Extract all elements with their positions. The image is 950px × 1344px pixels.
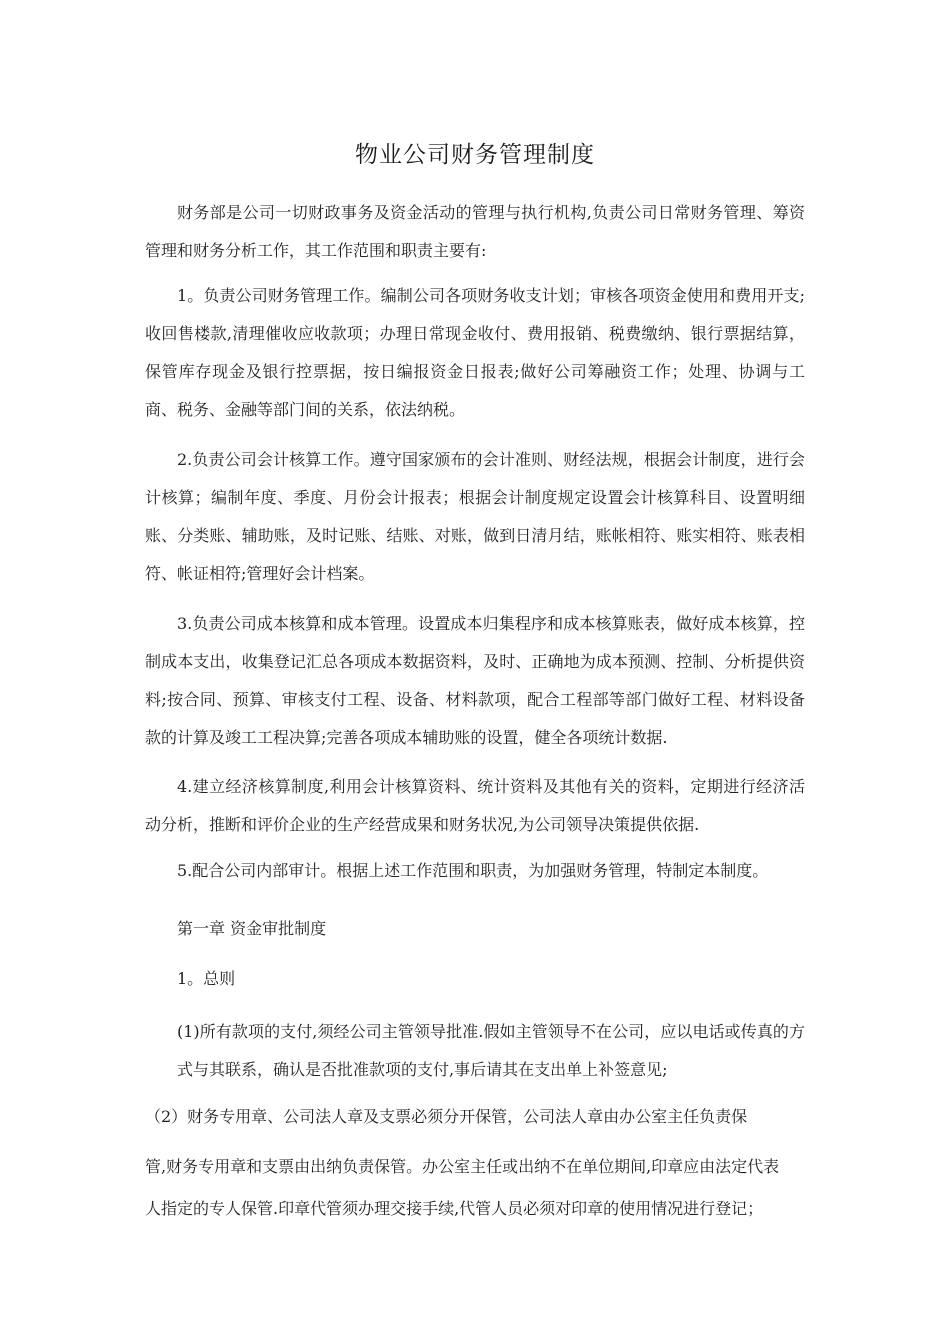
chapter-heading: 第一章 资金审批制度: [177, 919, 327, 938]
clause-2-line-1: （2）财务专用章、公司法人章及支票必须分开保管，公司法人章由办公室主任负责保: [145, 1107, 748, 1126]
clause-2-line-2: 管,财务专用章和支票由出纳负责保管。办公室主任或出纳不在单位期间,印章应由法定代表: [145, 1157, 780, 1176]
section-heading: 1。总则: [177, 969, 236, 988]
intro-paragraph: 财务部是公司一切财政事务及资金活动的管理与执行机构,负责公司日常财务管理、筹资管理和财务分析工作，其工作范围和职责主要有:: [145, 203, 805, 260]
item-5-paragraph: 5.配合公司内部审计。根据上述工作范围和职责，为加强财务管理，特制定本制度。: [177, 861, 769, 880]
item-3-paragraph: 3.负责公司成本核算和成本管理。设置成本归集程序和成本核算账表，做好成本核算，控制成本支出，收集登记汇总各项成本数据资料，及时、正确地为成本预测、控制、分析提供资料;按合同、预算、审核支付工程、设备、材料款项，配合工程部等部门做好工程、材料设备款的计算及竣工工程决算;完善各项成本辅助账的设置，健全各项统计数据.: [145, 614, 805, 747]
clause-1-paragraph: (1)所有款项的支付,须经公司主管领导批准.假如主管领导不在公司，应以电话或传真的方式与其联系，确认是否批准款项的支付,事后请其在支出单上补签意见;: [177, 1022, 805, 1079]
clause-2-line-3: 人指定的专人保管.印章代管须办理交接手续,代管人员必须对印章的使用情况进行登记；: [145, 1199, 764, 1218]
document-title: 物业公司财务管理制度: [355, 142, 595, 168]
item-1-paragraph: 1。负责公司财务管理工作。编制公司各项财务收支计划；审核各项资金使用和费用开支;收回售楼款,清理催收应收款项；办理日常现金收付、费用报销、税费缴纳、银行票据结算，保管库存现金及银行控票据，按日编报资金日报表;做好公司筹融资工作；处理、协调与工商、税务、金融等部门间的关系，依法纳税。: [145, 286, 805, 419]
item-2-paragraph: 2.负责公司会计核算工作。遵守国家颁布的会计准则、财经法规，根据会计制度，进行会计核算；编制年度、季度、月份会计报表；根据会计制度规定设置会计核算科目、设置明细账、分类账、辅助账，及时记账、结账、对账，做到日清月结，账帐相符、账实相符、账表相符、帐证相符;管理好会计档案。: [145, 450, 805, 583]
item-4-paragraph: 4.建立经济核算制度,利用会计核算资料、统计资料及其他有关的资料，定期进行经济活动分析，推断和评价企业的生产经营成果和财务状况,为公司领导决策提供依据.: [145, 777, 805, 834]
